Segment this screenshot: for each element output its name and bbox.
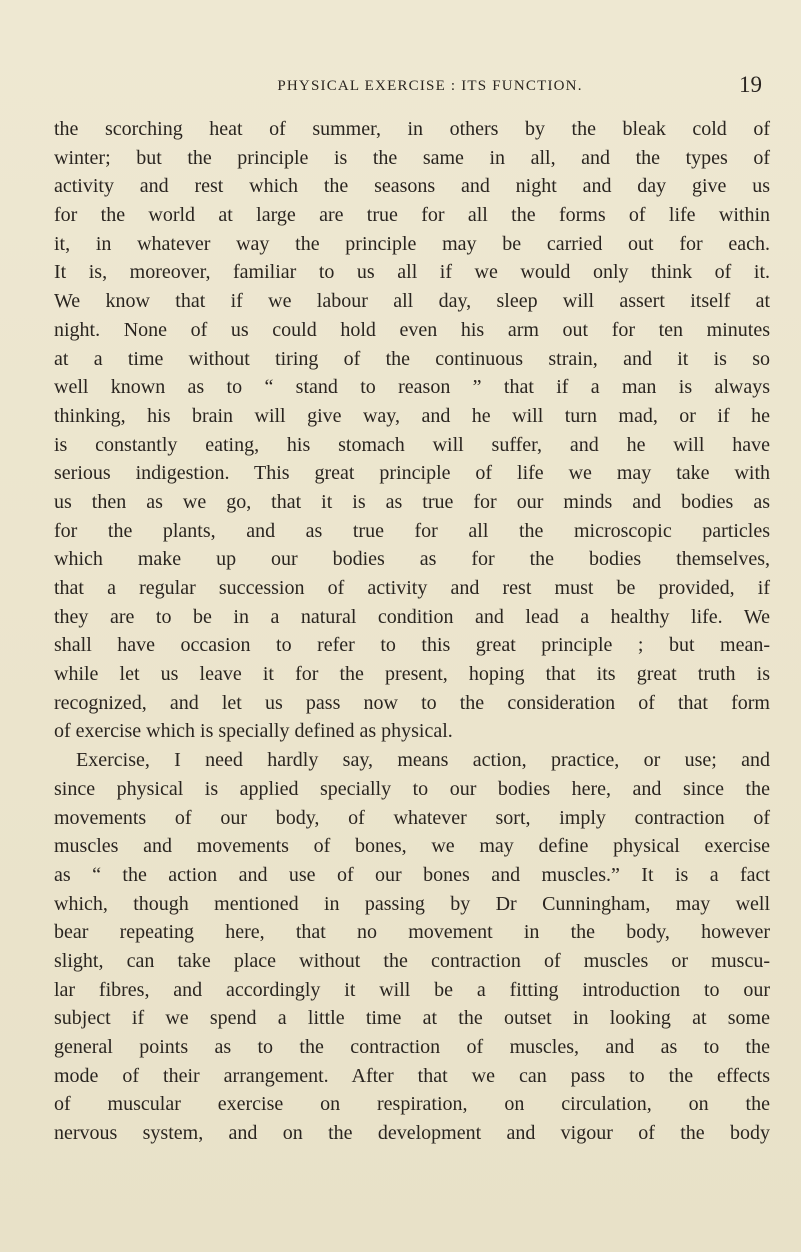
text-line: they are to be in a natural condition and lead a healthy life. We <box>54 605 770 628</box>
text-line: for the world at large are true for all the forms of life within <box>54 204 770 227</box>
text-line: muscles and movements of bones, we may define physical exercise <box>54 835 770 858</box>
text-line: We know that if we labour all day, sleep will assert itself at <box>54 290 770 313</box>
text-line: movements of our body, of whatever sort, imply contraction of <box>54 806 770 829</box>
text-line: nervous system, and on the development and vigour of the body <box>54 1122 770 1145</box>
text-line: since physical is applied specially to our bodies here, and since the <box>54 777 770 800</box>
text-line: that a regular succession of activity and rest must be provided, if <box>54 577 770 599</box>
text-line: Exercise, I need hardly say, means action, practice, or use; and <box>76 749 770 772</box>
text-line: serious indigestion. This great principle of life we may take with <box>54 462 770 485</box>
text-line: lar fibres, and accordingly it will be a fitting introduction to our <box>54 978 770 1001</box>
text-line: subject if we spend a little time at the outset in looking at some <box>54 1007 770 1030</box>
text-line: well known as to “ stand to reason ” that if a man is always <box>54 376 770 399</box>
text-line: is constantly eating, his stomach will suffer, and he will have <box>54 433 770 456</box>
text-line: bear repeating here, that no movement in the body, however <box>54 921 770 944</box>
text-line: slight, can take place without the contraction of muscles or muscu- <box>54 949 770 972</box>
text-line: It is, moreover, familiar to us all if we would only think of it. <box>54 261 770 284</box>
page-number: 19 <box>739 72 762 97</box>
running-title: PHYSICAL EXERCISE : ITS FUNCTION. <box>277 78 583 94</box>
running-head <box>90 72 770 102</box>
text-line: mode of their arrangement. After that we can pass to the effects <box>54 1064 770 1087</box>
body-text <box>54 115 770 1148</box>
text-line: of exercise which is specially defined as physical. <box>54 720 453 743</box>
text-line: at a time without tiring of the continuous strain, and it is so <box>54 347 770 370</box>
text-line: shall have occasion to refer to this great principle ; but mean- <box>54 634 770 657</box>
text-line: winter; but the principle is the same in all, and the types of <box>54 146 770 169</box>
text-line: for the plants, and as true for all the microscopic particles <box>54 519 770 542</box>
text-line: which, though mentioned in passing by Dr Cunningham, may well <box>54 892 770 915</box>
text-line: night. None of us could hold even his arm out for ten minutes <box>54 318 770 341</box>
text-line: which make up our bodies as for the bodies themselves, <box>54 548 770 571</box>
text-line: recognized, and let us pass now to the consideration of that form <box>54 691 770 714</box>
text-line: general points as to the contraction of muscles, and as to the <box>54 1036 770 1058</box>
text-line: us then as we go, that it is as true for our minds and bodies as <box>54 490 770 513</box>
text-line: the scorching heat of summer, in others by the bleak cold of <box>54 118 770 140</box>
text-line: activity and rest which the seasons and night and day give us <box>54 175 770 198</box>
text-line: of muscular exercise on respiration, on circulation, on the <box>54 1093 770 1116</box>
text-line: it, in whatever way the principle may be carried out for each. <box>54 232 770 255</box>
text-line: while let us leave it for the present, hoping that its great truth is <box>54 663 770 686</box>
text-line: as “ the action and use of our bones and muscles.” It is a fact <box>54 863 770 886</box>
text-line: thinking, his brain will give way, and he will turn mad, or if he <box>54 404 770 427</box>
